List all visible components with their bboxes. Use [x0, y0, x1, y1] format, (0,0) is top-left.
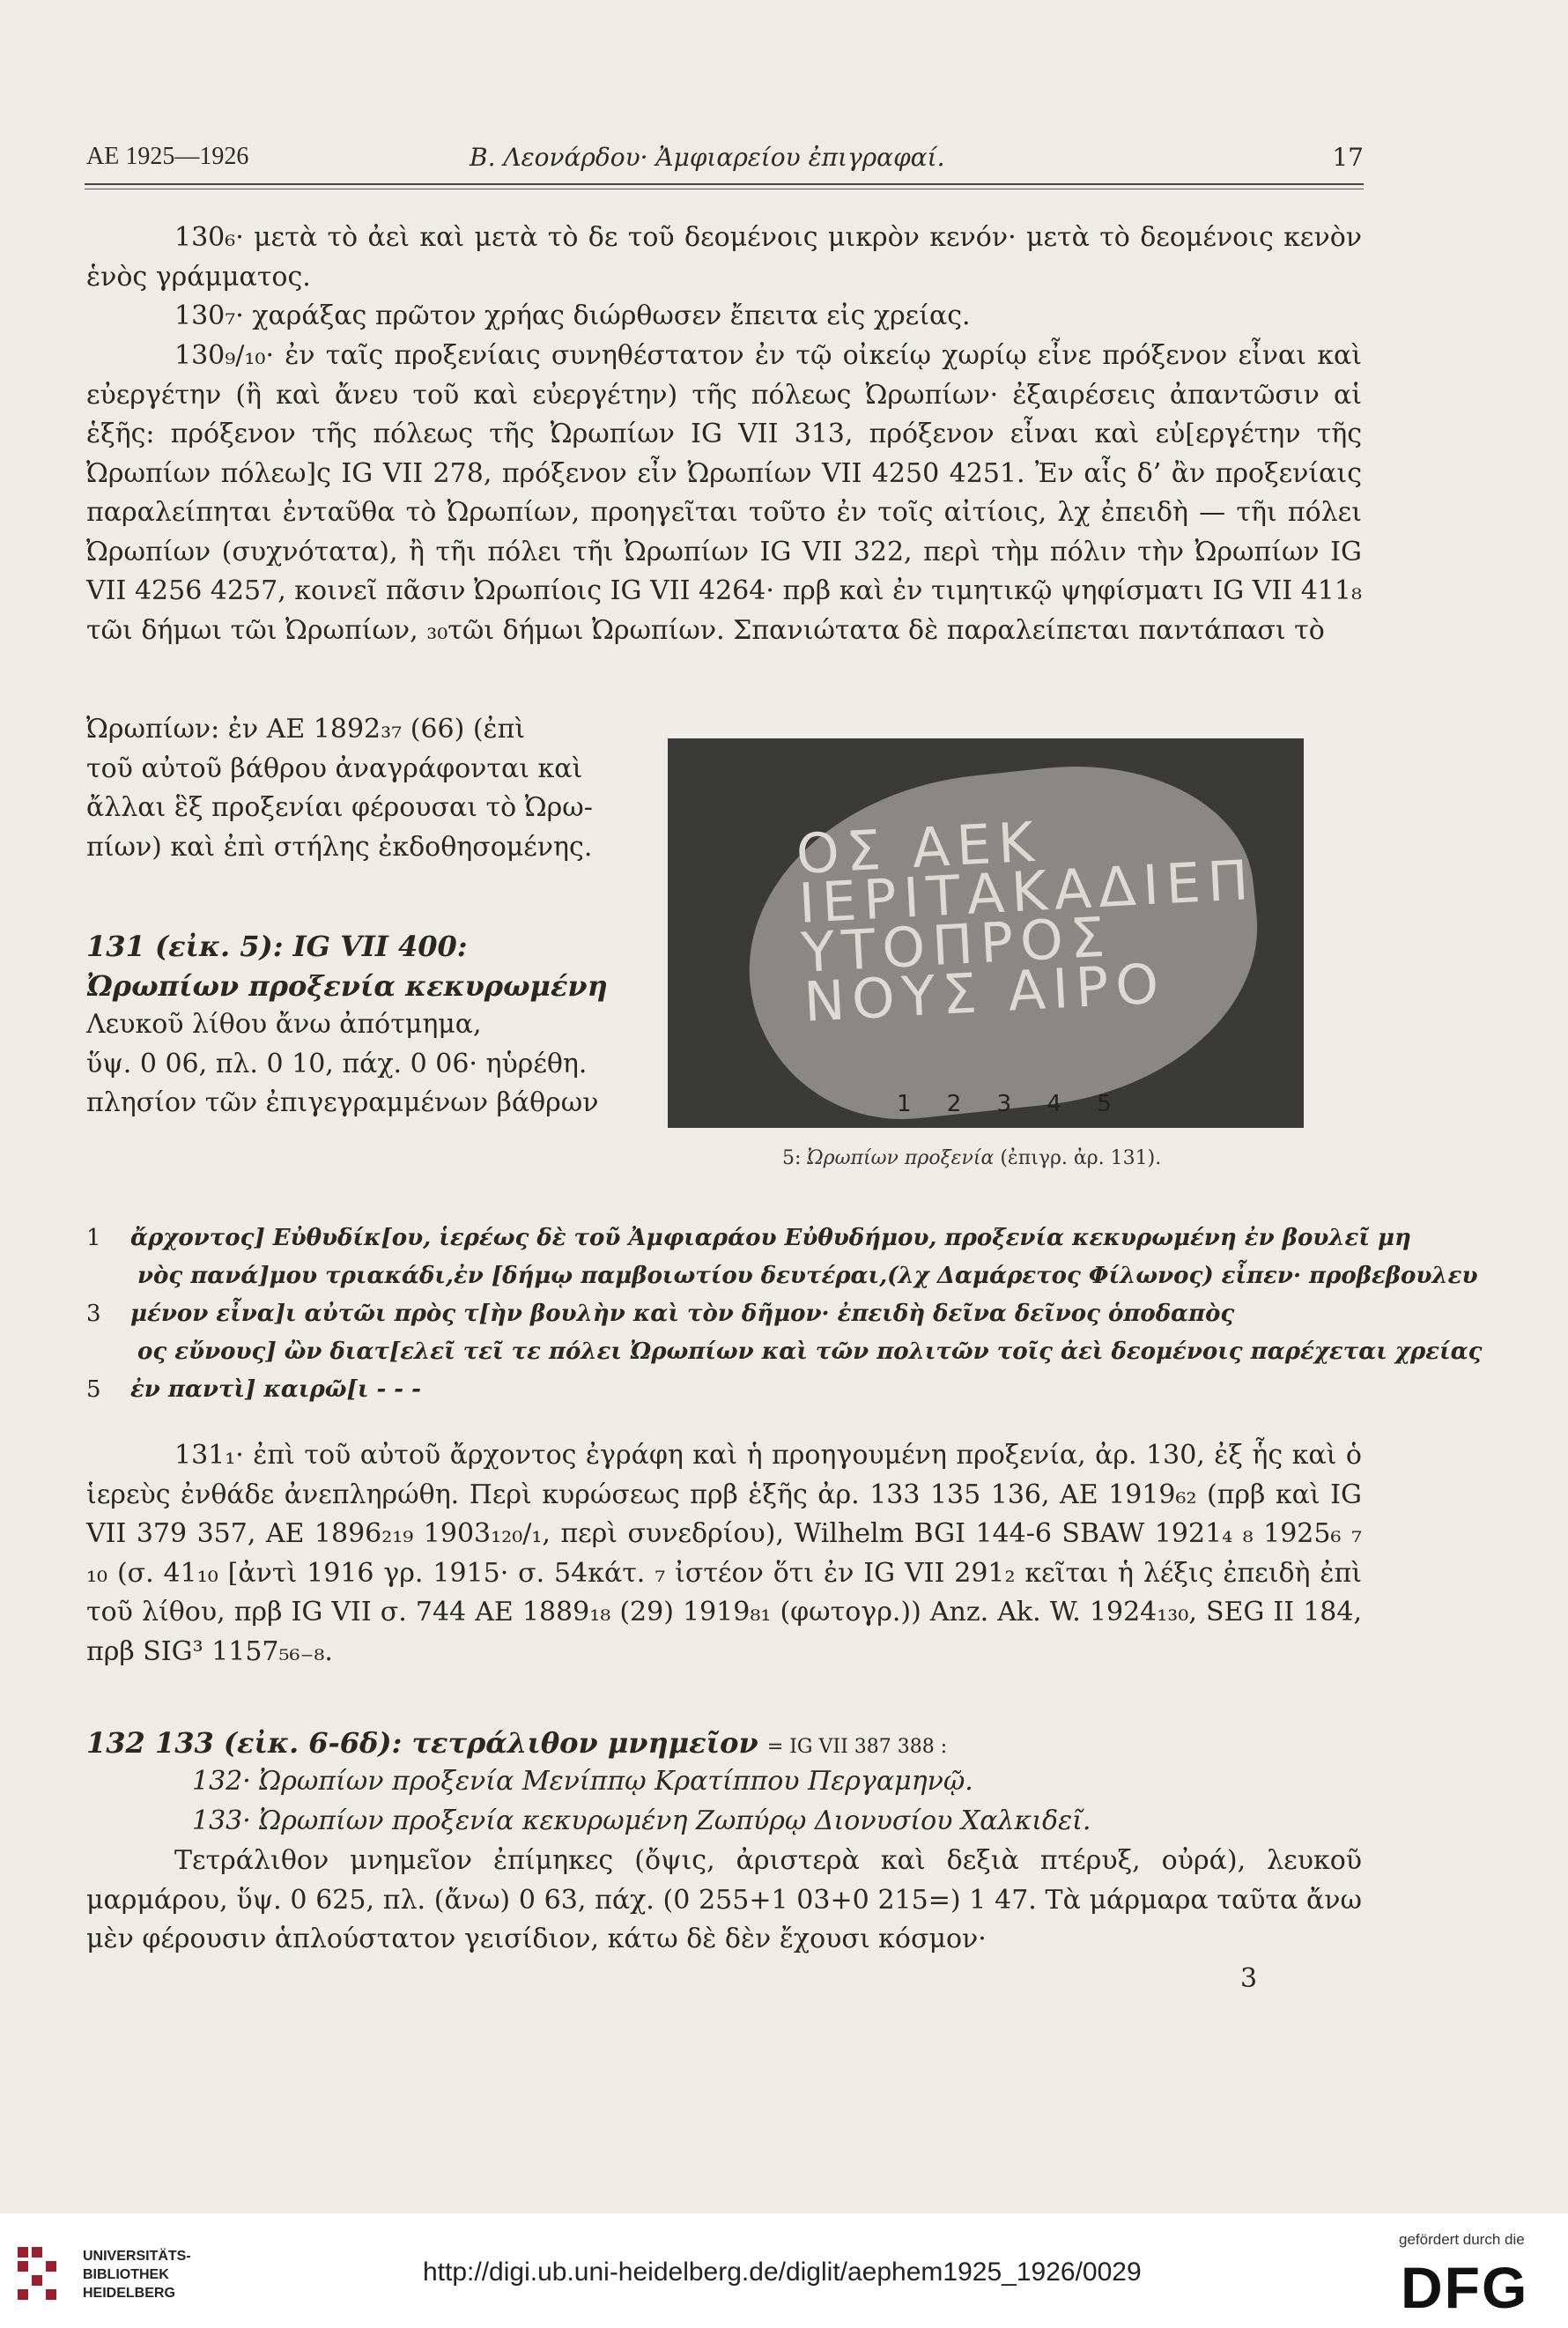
section-132-133: [86, 1724, 1362, 1768]
header-rule: [85, 183, 1364, 185]
library-name: [83, 2247, 191, 2302]
section-131-line: πλησίον τῶν ἐπιγεγραμμένων βάθρων: [86, 1087, 599, 1118]
caption-number: 5:: [782, 1147, 802, 1169]
funding-caption: gefördert durch die: [1399, 2231, 1525, 2248]
inscription-line: [86, 1295, 1372, 1333]
inscription-line: [86, 1371, 1372, 1409]
wrap-line: Ὠρωπίων: ἐν ΑΕ 1892₃₇ (66) (ἐπὶ: [86, 714, 526, 745]
footer-bar: [0, 2213, 1568, 2328]
inscription-line: [86, 1220, 1411, 1257]
line-132: 132· Ὠρωπίων προξενία Μενίππῳ Κρατίππου Περγαμηνῷ.: [192, 1766, 973, 1797]
sheet-number: 3: [1240, 1963, 1258, 1994]
line-text: ἄρχοντος] Εὐθυδίκ[ου, ἱερέως δὲ τοῦ Ἀμφιαράου Εὐθυδήμου, προξενία κεκυρωμένη ἐν βουλεῖ μη: [130, 1225, 1411, 1251]
line-number: 1: [86, 1225, 101, 1251]
section-132-ref: = IG VII 387 388 :: [766, 1736, 948, 1758]
line-number: 5: [86, 1376, 101, 1403]
inscription-photo: [668, 738, 1304, 1128]
library-logo-icon: [18, 2247, 70, 2303]
line-text: νὸς πανά]μου τριακάδι,ἐν [δήμῳ παμβοιωτίου δευτέραι,(λχ Δαμάρετος Φίλωνος) εἶπεν· προβεβουλευ: [137, 1263, 1478, 1289]
library-name-line: UNIVERSITÄTS-: [83, 2249, 191, 2264]
line-133: 133· Ὠρωπίων προξενία κεκυρωμένη Ζωπύρῳ Διονυσίου Χαλκιδεῖ.: [192, 1805, 1091, 1836]
line-number: 3: [86, 1301, 101, 1327]
journal-volume: ΑΕ 1925—1926: [86, 143, 249, 170]
line-text: ἐν παντὶ] καιρῶ[ι - - -: [130, 1376, 421, 1403]
note-131-1: 131₁· ἐπὶ τοῦ αὐτοῦ ἄρχοντος ἐγράφη καὶ ἡ προηγουμένη προξενία, ἀρ. 130, ἐξ ἧς καὶ ὁ ἱερεὺς ἐνθάδε ἀνεπληρώθη. Περὶ κυρώσεως πρβ ἑξῆς ἀρ. 133 135 136, ΑΕ 1919₆₂ (πρβ καὶ IG VII 379 357, ΑΕ 1896₂₁₉ 1903₁₂₀/₁, περὶ συνεδρίου), Wilhelm BGI 144-6 SBAW 1921₄ ₈ 1925₆ ₇ ₁₀ (σ. 41₁₀ [ἀντὶ 1916 γρ. 1915· σ. 54κάτ. ₇ ἰστέον ὅτι ἐν IG VII 291₂ κεῖται ἡ λέξις ἐπειδὴ ἐπὶ τοῦ λίθου, πρβ IG VII σ. 744 ΑΕ 1889₁₈ (29) 1919₈₁ (φωτογρ.)) Anz. Ak. W. 1924₁₃₀, SEG II 184, πρβ SIG³ 1157₅₆₋₈.: [86, 1440, 1362, 1667]
inscription-line: [86, 1257, 1478, 1295]
inscription-line: [86, 1333, 1483, 1371]
dfg-logo: DFG: [1401, 2255, 1529, 2320]
note-130-6: 130₆· μετὰ τὸ ἀεὶ καὶ μετὰ τὸ δε τοῦ δεομένοις μικρὸν κενόν· μετὰ τὸ δεομένοις κενὸν ἑνὸς γράμματος.: [86, 222, 1362, 293]
line-text: μένον εἶνα]ι αὐτῶι πρὸς τ[ὴν βουλὴν καὶ τὸν δῆμον· ἐπειδὴ δεῖνα δεῖνος ὁποδαπὸς: [130, 1301, 1235, 1327]
running-header: [86, 143, 1364, 182]
section-131-line: Λευκοῦ λίθου ἄνω ἀπότμημα,: [86, 1009, 482, 1040]
wrap-line: ἄλλαι ἓξ προξενίαι φέρουσαι τὸ Ὠρω-: [86, 792, 593, 823]
note-130-9: 130₉/₁₀· ἐν ταῖς προξενίαις συνηθέστατον ἐν τῷ οἰκείῳ χωρίῳ εἶνε πρόξενον εἶναι καὶ εὐεργέτην (ἢ καὶ ἄνευ τοῦ καὶ εὐεργέτην) τῆς πόλεως Ὠρωπίων· ἐξαιρέσεις ἀπαντῶσιν αἱ ἑξῆς: πρόξενον τῆς πόλεως τῆς Ὠρωπίων IG VII 313, πρόξενον εἶναι καὶ εὐ[εργέτην τῆς Ὠρωπίων πόλεω]ς IG VII 278, πρόξενον εἶν Ὠρωπίων VII 4250 4251. Ἐν αἷς δ’ ἂν προξενίαις παραλείπηται ἐνταῦθα τὸ Ὠρωπίων, προηγεῖται τοῦτο ἐν τοῖς αἰτίοις, λχ ἐπειδὴ — τῆι πόλει Ὠρωπίων (συχνότατα), ἢ τῆι πόλει τῆι Ὠρωπίων IG VII 322, περὶ τὴμ πόλιν τὴν Ὠρωπίων IG VII 4256 4257, κοινεῖ πᾶσιν Ὠρωπίοις IG VII 4264· πρβ καὶ ἐν τιμητικῷ ψηφίσματι IG VII 411₈ τῶι δήμωι τῶι Ὠρωπίων, ₃₀τῶι δήμωι Ὠρωπίων. Σπανιώτατα δὲ παραλείπεται παντάπασι τὸ: [86, 340, 1362, 646]
caption-tail: (ἐπιγρ. ἀρ. 131).: [1000, 1147, 1162, 1169]
section-131-subtitle: Ὠρωπίων προξενία κεκυρωμένη: [86, 968, 608, 1003]
library-name-line: BIBLIOTHEK: [83, 2267, 169, 2282]
section-131-line: ὕψ. 0 06, πλ. 0 10, πάχ. 0 06· ηὑρέθη.: [86, 1048, 588, 1079]
description-132-133: Τετράλιθον μνημεῖον ἐπίμηκες (ὄψις, ἀριστερὰ καὶ δεξιὰ πτέρυξ, οὐρά), λευκοῦ μαρμάρου, ὕψ. 0 625, πλ. (ἄνω) 0 63, πάχ. (0 255+1 03+0 215=) 1 47. Τὰ μάρμαρα ταῦτα ἄνω μὲν φέρουσιν ἁπλούστατον γεισίδιον, κάτω δὲ δὲν ἔχουσι κόσμον·: [86, 1845, 1362, 1954]
running-title: Β. Λεονάρδου· Ἀμφιαρείου ἐπιγραφαί.: [470, 143, 945, 172]
section-131: [86, 927, 650, 1123]
wrap-line: πίων) καὶ ἐπὶ στήλης ἐκδοθησομένης.: [86, 831, 593, 863]
section-132-title: 132 133 (εἰκ. 6-6δ): τετράλιθον μνημεῖον: [86, 1726, 758, 1760]
caption-text: Ὠρωπίων προξενία: [807, 1147, 995, 1169]
inscription-transcript: [86, 1220, 1483, 1409]
photo-scale: 1 2 3 4 5: [897, 1091, 1126, 1117]
photo-inscription: ΟΣ ΑΕΚ ΙΕΡΙΤΑΚΑΔΙΕΠ ΥΤΟΠΡΟΣ ΝΟΥΣ ΑΙΡΟ: [795, 809, 1258, 1034]
wrapped-text: [86, 710, 650, 867]
photo-caption: [782, 1147, 1161, 1169]
source-url-link[interactable]: http://digi.ub.uni-heidelberg.de/diglit/aephem1925_1926/0029: [423, 2258, 1142, 2287]
line-text: ος εὔνους] ὢν διατ[ελεῖ τεῖ τε πόλει Ὠρωπίων καὶ τῶν πολιτῶν τοῖς ἀεὶ δεομένοις παρέχεται χρείας: [137, 1338, 1483, 1365]
page-number: 17: [1332, 143, 1364, 172]
wrap-line: τοῦ αὐτοῦ βάθρου ἀναγράφονται καὶ: [86, 753, 583, 784]
library-name-line: HEIDELBERG: [83, 2286, 175, 2301]
section-131-title: 131 (εἰκ. 5): IG VII 400:: [86, 930, 468, 963]
note-130-7: 130₇· χαράξας πρῶτον χρήας διώρθωσεν ἔπειτα εἰς χρείας.: [174, 300, 971, 331]
